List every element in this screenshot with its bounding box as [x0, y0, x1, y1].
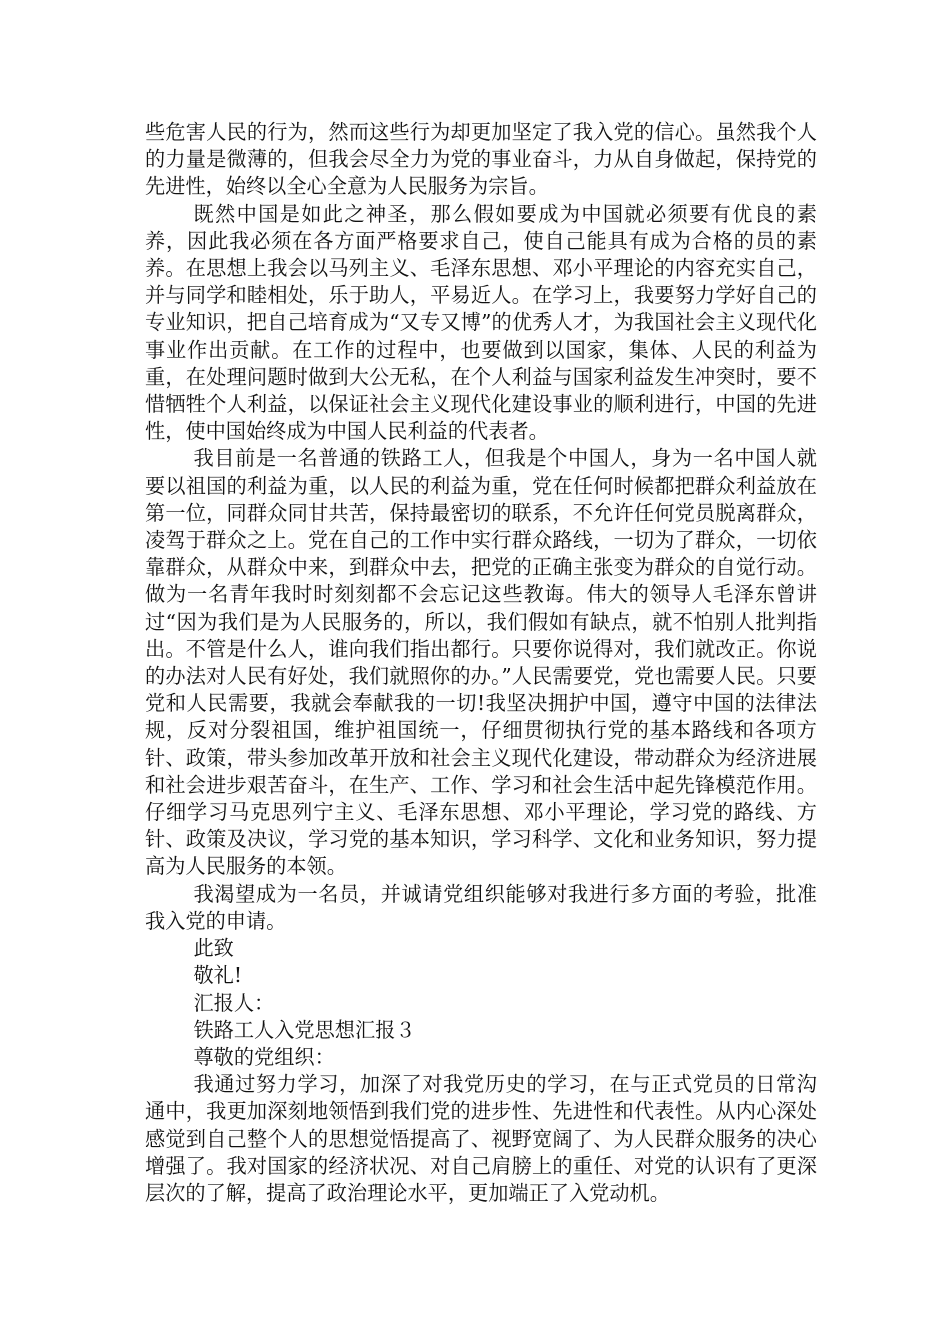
greeting-line: 尊敬的党组织：: [193, 1044, 335, 1069]
closing-salutation: 此致: [193, 936, 234, 961]
paragraph-continuation: 些危害人民的行为，然而这些行为却更加坚定了我入党的信心。虽然我个人的力量是微薄的，但我会尽全力为党的事业奋斗，力从自身做起，保持党的先进性，始终以全心全意为人民服务为宗旨。: [145, 120, 817, 199]
reporter-label: 汇报人：: [193, 990, 275, 1015]
paragraph-railway-worker: 我目前是一名普通的铁路工人，但我是个中国人，身为一名中国人就要以祖国的利益为重，以人民的利益为重，党在任何时候都把群众利益放在第一位，同群众同甘共苦，保持最密切的联系，不允许任何党员脱离群众，凌驾于群众之上。党在自己的工作中实行群众路线，一切为了群众，一切依靠群众，从群众中来，到群众中去，把党的正确主张变为群众的自觉行动。做为一名青年我时时刻刻都不会忘记这些教诲。伟大的领导人毛泽东曾讲过“因为我们是为人民服务的，所以，我们假如有缺点，就不怕别人批判指出。不管是什么人，谁向我们指出都行。只要你说得对，我们就改正。你说的办法对人民有好处，我们就照你的办。”人民需要党，党也需要人民。只要党和人民需要，我就会奉献我的一切!我坚决拥护中国，遵守中国的法律法规，反对分裂祖国，维护祖国统一，仔细贯彻执行党的基本路线和各项方针、政策，带头参加改革开放和社会主义现代化建设，带动群众为经济进展和社会进步艰苦奋斗，在生产、工作、学习和社会生活中起先锋模范作用。仔细学习马克思列宁主义、毛泽东思想、邓小平理论，学习党的路线、方针、政策及决议，学习党的基本知识，学习科学、文化和业务知识，努力提高为人民服务的本领。: [145, 446, 817, 879]
paragraph-study-reflection: 我通过努力学习，加深了对我党历史的学习，在与正式党员的日常沟通中，我更加深刻地领悟到我们党的进步性、先进性和代表性。从内心深处感觉到自己整个人的思想觉悟提高了、视野宽阔了、为人民群众服务的决心增强了。我对国家的经济状况、对自己肩膀上的重任、对党的认识有了更深层次的了解，提高了政治理论水平，更加端正了入党动机。: [145, 1072, 817, 1205]
document-body: [145, 119, 817, 1207]
paragraph-self-requirements: 既然中国是如此之神圣，那么假如要成为中国就必须要有优良的素养，因此我必须在各方面严格要求自己，使自己能具有成为合格的员的素养。在思想上我会以马列主义、毛泽东思想、邓小平理论的内容充实自己，并与同学和睦相处，乐于助人，平易近人。在学习上，我要努力学好自己的专业知识，把自己培育成为“又专又博”的优秀人才，为我国社会主义现代化事业作出贡献。在工作的过程中，也要做到以国家，集体、人民的利益为重，在处理问题时做到大公无私，在个人利益与国家利益发生冲突时，要不惜牺牲个人利益，以保证社会主义现代化建设事业的顺利进行，中国的先进性，使中国始终成为中国人民利益的代表者。: [145, 201, 817, 444]
paragraph-application-request: 我渴望成为一名员，并诚请党组织能够对我进行多方面的考验，批准我入党的申请。: [145, 881, 817, 933]
section-title: 铁路工人入党思想汇报３: [193, 1017, 416, 1042]
closing-regards: 敬礼!: [193, 963, 242, 988]
